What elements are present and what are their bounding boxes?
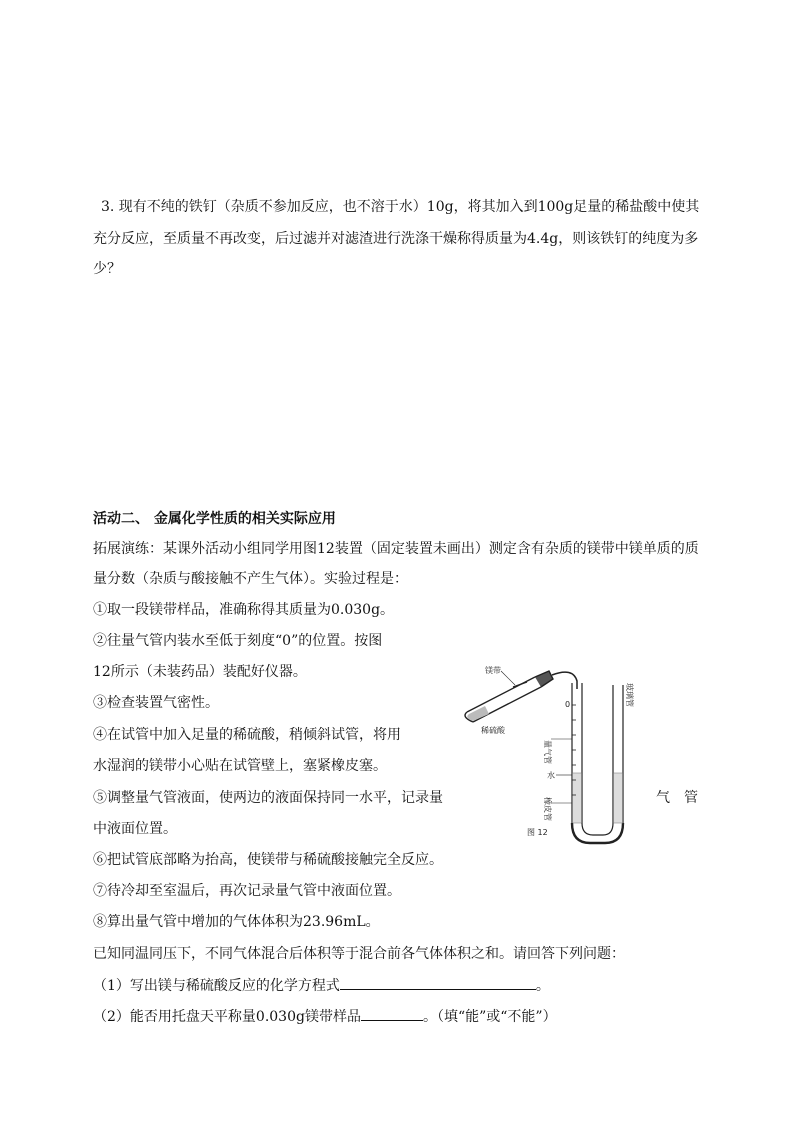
label-rubber-tube: 橡皮管 [543,797,552,821]
step-1: ①取一段镁带样品，准确称得其质量为0.030g。 [93,602,395,618]
step-5-tail: 气 管 [656,790,698,806]
q3-line-3: 少？ [93,261,121,277]
rubber-tube [572,823,623,843]
question-2-end: 。（填“能”或“不能”） [422,1009,557,1025]
label-dilute-acid: 稀硫酸 [481,726,505,735]
glass-tube-water [614,773,623,823]
label-zero: 0 [565,700,571,709]
question-2 [93,1006,557,1027]
label-burette: 量气管 [543,740,552,764]
known-statement: 已知同温同压下，不同气体混合后体积等于混合前各气体体积之和。请回答下列问题： [93,946,625,962]
question-1-end: 。 [535,978,550,994]
answer-blank-2[interactable] [361,1006,423,1021]
activity-heading: 活动二、 金属化学性质的相关实际应用 [93,511,336,527]
intro-line-1: 拓展演练：某课外活动小组同学用图12装置（固定装置未画出）测定含有杂质的镁带中镁单质的质 [93,541,699,557]
connecting-tube [552,672,577,689]
label-water: 水 [547,771,555,780]
step-5-cont: 中液面位置。 [93,821,177,837]
q3-line-2: 充分反应，至质量不再改变，后过滤并对滤渣进行洗涤干燥称得质量为4.4g，则该铁钉的纯度为多 [93,231,699,247]
step-5: ⑤调整量气管液面，使两边的液面保持同一水平，记录量 [93,790,443,806]
apparatus-figure-12 [455,665,655,845]
label-caption: 图 12 [527,828,548,837]
q3-line-1: 3. 现有不纯的铁钉（杂质不参加反应，也不溶于水）10g，将其加入到100g足量的稀盐酸中使其 [101,199,700,215]
step-8: ⑧算出量气管中增加的气体体积为23.96mL。 [93,914,380,930]
step-6: ⑥把试管底部略为抬高，使镁带与稀硫酸接触完全反应。 [93,852,443,868]
label-glass-tube: 玻璃管 [625,683,634,707]
step-4: ④在试管中加入足量的稀硫酸，稍倾斜试管，将用 [93,727,401,743]
step-3: ③检查装置气密性。 [93,695,219,711]
label-mg-strip: 镁带 [485,666,501,675]
burette-water [573,773,582,823]
step-7: ⑦待冷却至室温后，再次记录量气管中液面位置。 [93,883,401,899]
answer-blank-1[interactable] [340,975,536,990]
intro-line-2: 量分数（杂质与酸接触不产生气体）。实验过程是： [93,571,408,587]
magnesium-strip [513,682,527,687]
question-1-text: （1）写出镁与稀硫酸反应的化学方程式 [93,978,340,994]
step-4-cont: 水湿润的镁带小心贴在试管壁上，塞紧橡皮塞。 [93,758,387,774]
acid-liquid [467,706,489,721]
question-2-text: （2）能否用托盘天平称量0.030g镁带样品 [93,1009,361,1025]
step-2: ②往量气管内装水至低于刻度“0”的位置。按图 [93,633,383,649]
step-2-cont: 12所示（未装药品）装配好仪器。 [93,664,307,680]
question-1 [93,975,550,996]
